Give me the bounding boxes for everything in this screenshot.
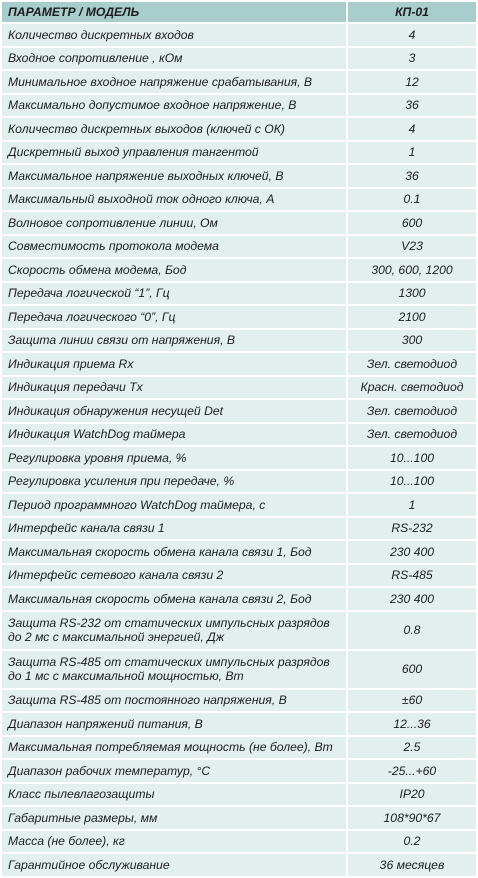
param-name: Защита RS-485 от постоянного напряжения, В	[2, 690, 346, 712]
param-name-line2: до 2 мс с максимальной энергией, Дж	[8, 630, 225, 644]
table-row	[2, 854, 476, 876]
header-row	[2, 2, 476, 22]
table-row	[2, 737, 476, 759]
table-row	[2, 353, 476, 375]
param-value: ±60	[348, 690, 476, 712]
param-name: Регулировка уровня приема, %	[2, 447, 346, 469]
table-row	[2, 118, 476, 140]
table-row	[2, 424, 476, 446]
table-row	[2, 95, 476, 117]
param-name: Габаритные размеры, мм	[2, 807, 346, 829]
param-value: IP20	[348, 784, 476, 806]
model-column-header: КП-01	[348, 2, 476, 22]
param-value: 300	[348, 330, 476, 352]
param-name: Защита линии связи от напряжения, В	[2, 330, 346, 352]
table-row	[2, 541, 476, 563]
param-value: 2.5	[348, 737, 476, 759]
param-name: Масса (не более), кг	[2, 831, 346, 853]
table-row	[2, 471, 476, 493]
table-row	[2, 330, 476, 352]
param-value: 0.1	[348, 189, 476, 211]
param-value: -25...+60	[348, 760, 476, 782]
param-value: 4	[348, 24, 476, 46]
table-row	[2, 212, 476, 234]
param-name: Совместимость протокола модема	[2, 236, 346, 258]
param-value: Зел. светодиод	[348, 424, 476, 446]
table-row	[2, 24, 476, 46]
param-name: Дискретный выход управления тангентой	[2, 142, 346, 164]
table-row	[2, 377, 476, 399]
param-name: Диапазон рабочих температур, °С	[2, 760, 346, 782]
table-row	[2, 165, 476, 187]
param-value: 230 400	[348, 541, 476, 563]
table-row	[2, 283, 476, 305]
table-row	[2, 612, 476, 649]
param-value: 0.2	[348, 831, 476, 853]
param-name-line1: Защита RS-485 от статических импульсных разрядов	[8, 655, 330, 669]
table-row	[2, 807, 476, 829]
param-name	[2, 651, 346, 688]
table-row	[2, 588, 476, 610]
param-value: 36 месяцев	[348, 854, 476, 876]
param-value: V23	[348, 236, 476, 258]
table-row	[2, 71, 476, 93]
param-name: Максимальная потребляемая мощность (не более), Вт	[2, 737, 346, 759]
param-name: Передача логического “0”, Гц	[2, 306, 346, 328]
param-name: Класс пылевлагозащиты	[2, 784, 346, 806]
table-row	[2, 713, 476, 735]
table-row	[2, 259, 476, 281]
param-value: 2100	[348, 306, 476, 328]
param-value: RS-232	[348, 518, 476, 540]
table-row	[2, 236, 476, 258]
param-name: Минимальное входное напряжение срабатывания, В	[2, 71, 346, 93]
param-value: 1300	[348, 283, 476, 305]
table-row	[2, 142, 476, 164]
param-name: Интерфейс сетевого канала связи 2	[2, 565, 346, 587]
param-name: Количество дискретных входов	[2, 24, 346, 46]
param-name-line2: до 1 мс с максимальной мощностью, Вт	[8, 669, 244, 683]
param-name: Максимальная скорость обмена канала связи 2, Бод	[2, 588, 346, 610]
param-name	[2, 612, 346, 649]
param-value: 10...100	[348, 447, 476, 469]
table-row	[2, 760, 476, 782]
param-value: RS-485	[348, 565, 476, 587]
param-name: Индикация обнаружения несущей Det	[2, 400, 346, 422]
table-row	[2, 784, 476, 806]
param-value: Красн. светодиод	[348, 377, 476, 399]
param-name: Входное сопротивление , кОм	[2, 48, 346, 70]
param-value: 12...36	[348, 713, 476, 735]
param-name: Интерфейс канала связи 1	[2, 518, 346, 540]
param-value: 12	[348, 71, 476, 93]
param-name: Передача логической “1”, Гц	[2, 283, 346, 305]
param-name: Максимальная скорость обмена канала связи 1, Бод	[2, 541, 346, 563]
param-name: Максимальный выходной ток одного ключа, А	[2, 189, 346, 211]
param-value: 600	[348, 212, 476, 234]
table-row	[2, 690, 476, 712]
table-row	[2, 48, 476, 70]
table-row	[2, 518, 476, 540]
table-row	[2, 494, 476, 516]
param-value: 3	[348, 48, 476, 70]
param-name: Волновое сопротивление линии, Ом	[2, 212, 346, 234]
param-name: Индикация приема Rx	[2, 353, 346, 375]
param-name: Максимально допустимое входное напряжение, В	[2, 95, 346, 117]
param-value: Зел. светодиод	[348, 353, 476, 375]
table-row	[2, 400, 476, 422]
param-value: 36	[348, 165, 476, 187]
param-name: Индикация передачи Tx	[2, 377, 346, 399]
param-name: Максимальное напряжение выходных ключей, В	[2, 165, 346, 187]
param-value: 36	[348, 95, 476, 117]
param-value: 0.8	[348, 612, 476, 649]
param-value: Зел. светодиод	[348, 400, 476, 422]
param-name: Диапазон напряжений питания, В	[2, 713, 346, 735]
param-name: Индикация WatchDog таймера	[2, 424, 346, 446]
param-value: 300, 600, 1200	[348, 259, 476, 281]
param-value: 600	[348, 651, 476, 688]
table-row	[2, 189, 476, 211]
table-row	[2, 306, 476, 328]
table-row	[2, 565, 476, 587]
param-name: Гарантийное обслуживание	[2, 854, 346, 876]
parameter-column-header: ПАРАМЕТР / МОДЕЛЬ	[2, 2, 346, 22]
table-row	[2, 651, 476, 688]
param-name: Скорость обмена модема, Бод	[2, 259, 346, 281]
table-row	[2, 447, 476, 469]
param-name: Период программного WatchDog таймера, с	[2, 494, 346, 516]
param-value: 10...100	[348, 471, 476, 493]
param-value: 4	[348, 118, 476, 140]
param-name: Количество дискретных выходов (ключей с ОК)	[2, 118, 346, 140]
param-value: 230 400	[348, 588, 476, 610]
param-value: 1	[348, 494, 476, 516]
param-value: 108*90*67	[348, 807, 476, 829]
param-name: Регулировка усиления при передаче, %	[2, 471, 346, 493]
table-row	[2, 831, 476, 853]
param-value: 1	[348, 142, 476, 164]
param-name-line1: Защита RS-232 от статических импульсных разрядов	[8, 616, 330, 630]
